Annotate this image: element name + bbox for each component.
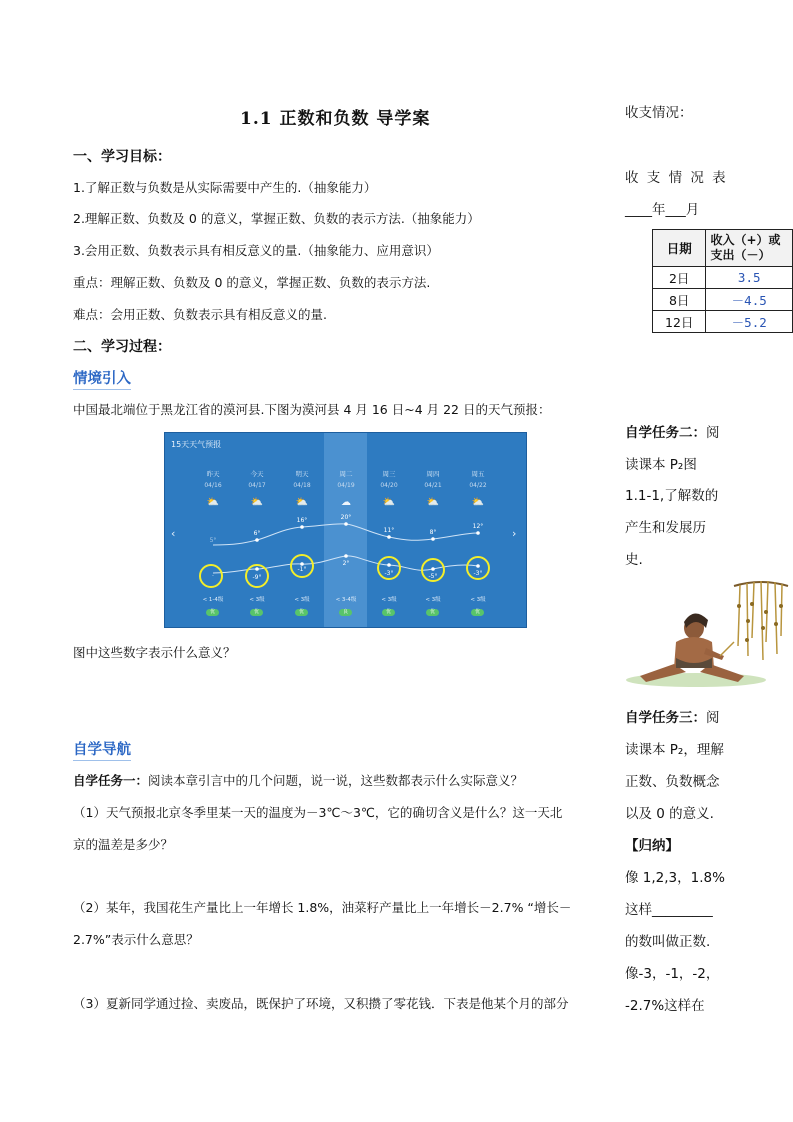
- question-1b: 京的温差是多少？: [73, 837, 174, 852]
- goal-2: 2.理解正数、负数及 0 的意义，掌握正数、负数的表示方法.（抽象能力）: [73, 211, 480, 226]
- task2-line: 1.1-1,了解数的: [625, 488, 719, 504]
- wind-level: < 3级: [381, 597, 397, 603]
- wind-level: < 3级: [294, 597, 310, 603]
- table-header: 日期: [653, 230, 706, 267]
- day-name: 周四: [426, 470, 440, 478]
- task2-text: 阅: [706, 425, 720, 441]
- task2-line: 读课本 P₂图: [625, 457, 697, 473]
- day-name: 周二: [339, 470, 353, 478]
- partly-cloudy-icon: ⛅: [295, 497, 309, 508]
- task3-line: 读课本 P₂，理解: [625, 742, 724, 758]
- low-point: [431, 567, 435, 571]
- table-header: 收入（+）或支出（－）: [706, 230, 793, 267]
- low-point: [387, 563, 391, 567]
- self-study-heading: 自学导航: [73, 738, 131, 761]
- table-cell-amount: －5.2: [706, 311, 793, 333]
- table-cell-date: 8日: [653, 289, 706, 311]
- wind-level: < 3-4级: [335, 597, 357, 603]
- summary-label: 【归纳】: [625, 838, 679, 854]
- intro-text: 中国最北端位于黑龙江省的漠河县.下图为漠河县 4 月 16 日~4 月 22 日的天气预报：: [73, 402, 551, 417]
- wind-level: < 1-4级: [202, 597, 224, 603]
- partly-cloudy-icon: ⛅: [471, 497, 485, 508]
- difficulty: 难点：会用正数、负数表示具有相反意义的量.: [73, 307, 327, 322]
- high-point: [300, 525, 304, 529]
- summary-line: 这样_________: [625, 902, 713, 918]
- table-cell-amount: 3.5: [706, 267, 793, 289]
- summary-line: 像-3，-1，-2，: [625, 966, 720, 982]
- high-point: [255, 538, 259, 542]
- page-title: 1.1 正数和负数 导学案: [240, 109, 431, 129]
- task2-label: 自学任务二：: [625, 425, 706, 441]
- high-temp: 5°: [209, 537, 217, 544]
- section-heading-process: 二、学习过程：: [73, 339, 171, 355]
- high-point: [476, 531, 480, 535]
- low-point: [476, 564, 480, 568]
- day-date: 04/18: [293, 482, 311, 489]
- low-point: [255, 567, 259, 571]
- task2-line: 史.: [625, 552, 643, 568]
- key-point: 重点：理解正数、负数及 0 的意义，掌握正数、负数的表示方法.: [73, 275, 431, 290]
- low-temp: -3°: [384, 570, 394, 577]
- task1-text: 阅读本章引言中的几个问题，说一说，这些数都表示什么实际意义？: [148, 773, 524, 788]
- wind-level: < 3级: [425, 597, 441, 603]
- income-table: [652, 229, 793, 333]
- table-row: [653, 311, 793, 333]
- task1-label: 自学任务一：: [73, 773, 149, 788]
- goal-3: 3.会用正数、负数表示具有相反意义的量.（抽象能力、应用意识）: [73, 243, 439, 258]
- day-date: 04/22: [469, 482, 487, 489]
- partly-cloudy-icon: ⛅: [250, 497, 264, 508]
- air-quality-badge: 优: [295, 609, 308, 616]
- day-date: 04/20: [380, 482, 398, 489]
- air-quality-badge: 优: [426, 609, 439, 616]
- partly-cloudy-icon: ⛅: [206, 497, 220, 508]
- table-row: [653, 267, 793, 289]
- high-point: [344, 522, 348, 526]
- task3-text: 阅: [706, 710, 720, 726]
- high-temp: 12°: [472, 523, 484, 530]
- intro-heading: 情境引入: [73, 367, 131, 390]
- table-caption: 收 支 情 况 表: [625, 170, 728, 186]
- chevron-right-icon: ›: [512, 527, 517, 540]
- chevron-left-icon: ‹: [171, 527, 176, 540]
- task3-line: [625, 706, 720, 726]
- table-cell-amount: －4.5: [706, 289, 793, 311]
- summary-line: -2.7%这样在: [625, 998, 705, 1014]
- task3-label: 自学任务三：: [625, 710, 706, 726]
- high-temp: 6°: [253, 530, 261, 537]
- high-temp: 16°: [296, 517, 308, 524]
- high-temp: 20°: [340, 514, 352, 521]
- day-date: 04/21: [424, 482, 442, 489]
- air-quality-badge: 优: [250, 609, 263, 616]
- day-name: 明天: [295, 470, 309, 478]
- low-temp: -1°: [297, 566, 307, 573]
- task3-line: 以及 0 的意义.: [625, 806, 714, 822]
- summary-line: 的数叫做正数.: [625, 934, 711, 950]
- goal-1: 1.了解正数与负数是从实际需要中产生的.（抽象能力）: [73, 180, 377, 195]
- question-2b: 2.7%”表示什么意思？: [73, 932, 199, 947]
- low-point: [344, 554, 348, 558]
- table-cell-date: 12日: [653, 311, 706, 333]
- high-point: [431, 537, 435, 541]
- low-temp: -5°: [428, 573, 438, 580]
- high-temp: 8°: [429, 529, 437, 536]
- task1: [73, 771, 523, 789]
- task3-line: 正数、负数概念: [625, 774, 720, 790]
- question-1a: （1）天气预报北京冬季里某一天的温度为－3℃～3℃，它的确切含义是什么？这一天北: [73, 805, 563, 820]
- table-cell-date: 2日: [653, 267, 706, 289]
- low-temp: -: [211, 572, 215, 579]
- low-temp: -9°: [252, 574, 262, 581]
- day-date: 04/19: [337, 482, 355, 489]
- summary-line: 像 1,2,3，1.8%: [625, 870, 725, 886]
- day-name: 昨天: [206, 470, 220, 478]
- table-header-row: [653, 230, 793, 267]
- income-label: 收支情况：: [625, 105, 693, 121]
- question-3a: （3）夏新同学通过捡、卖废品，既保护了环境，又积攒了零花钱．下表是他某个月的部分: [73, 996, 569, 1011]
- day-name: 周三: [382, 470, 396, 478]
- weather-panel-title: 15天天气预报: [171, 440, 222, 449]
- intro-question: 图中这些数字表示什么意义？: [73, 645, 236, 660]
- day-date: 04/17: [248, 482, 266, 489]
- air-quality-badge: 优: [382, 609, 395, 616]
- high-point: [387, 535, 391, 539]
- wind-level: < 3级: [249, 597, 265, 603]
- partly-cloudy-icon: ⛅: [382, 497, 396, 508]
- table-row: [653, 289, 793, 311]
- low-temp: -3°: [473, 570, 483, 577]
- air-quality-badge: 优: [471, 609, 484, 616]
- low-temp: 2°: [342, 560, 350, 567]
- wind-level: < 3级: [470, 597, 486, 603]
- year-month: ____年___月: [625, 202, 700, 218]
- task2-line: [625, 421, 720, 441]
- air-quality-badge: 优: [206, 609, 219, 616]
- section-heading-goals: 一、学习目标：: [73, 149, 171, 165]
- task2-line: 产生和发展历: [625, 520, 706, 536]
- day-name: 今天: [250, 470, 264, 478]
- day-date: 04/16: [204, 482, 222, 489]
- high-temp: 11°: [383, 527, 395, 534]
- air-quality-badge: 良: [339, 609, 352, 616]
- partly-cloudy-icon: ⛅: [426, 497, 440, 508]
- knot-tying-illustration: [616, 576, 793, 690]
- question-2a: （2）某年，我国花生产量比上一年增长 1.8%，油菜籽产量比上一年增长－2.7% “增长－: [73, 900, 572, 915]
- weather-forecast-image: [164, 432, 527, 628]
- cloudy-icon: ☁: [341, 497, 351, 508]
- day-name: 周五: [471, 470, 485, 478]
